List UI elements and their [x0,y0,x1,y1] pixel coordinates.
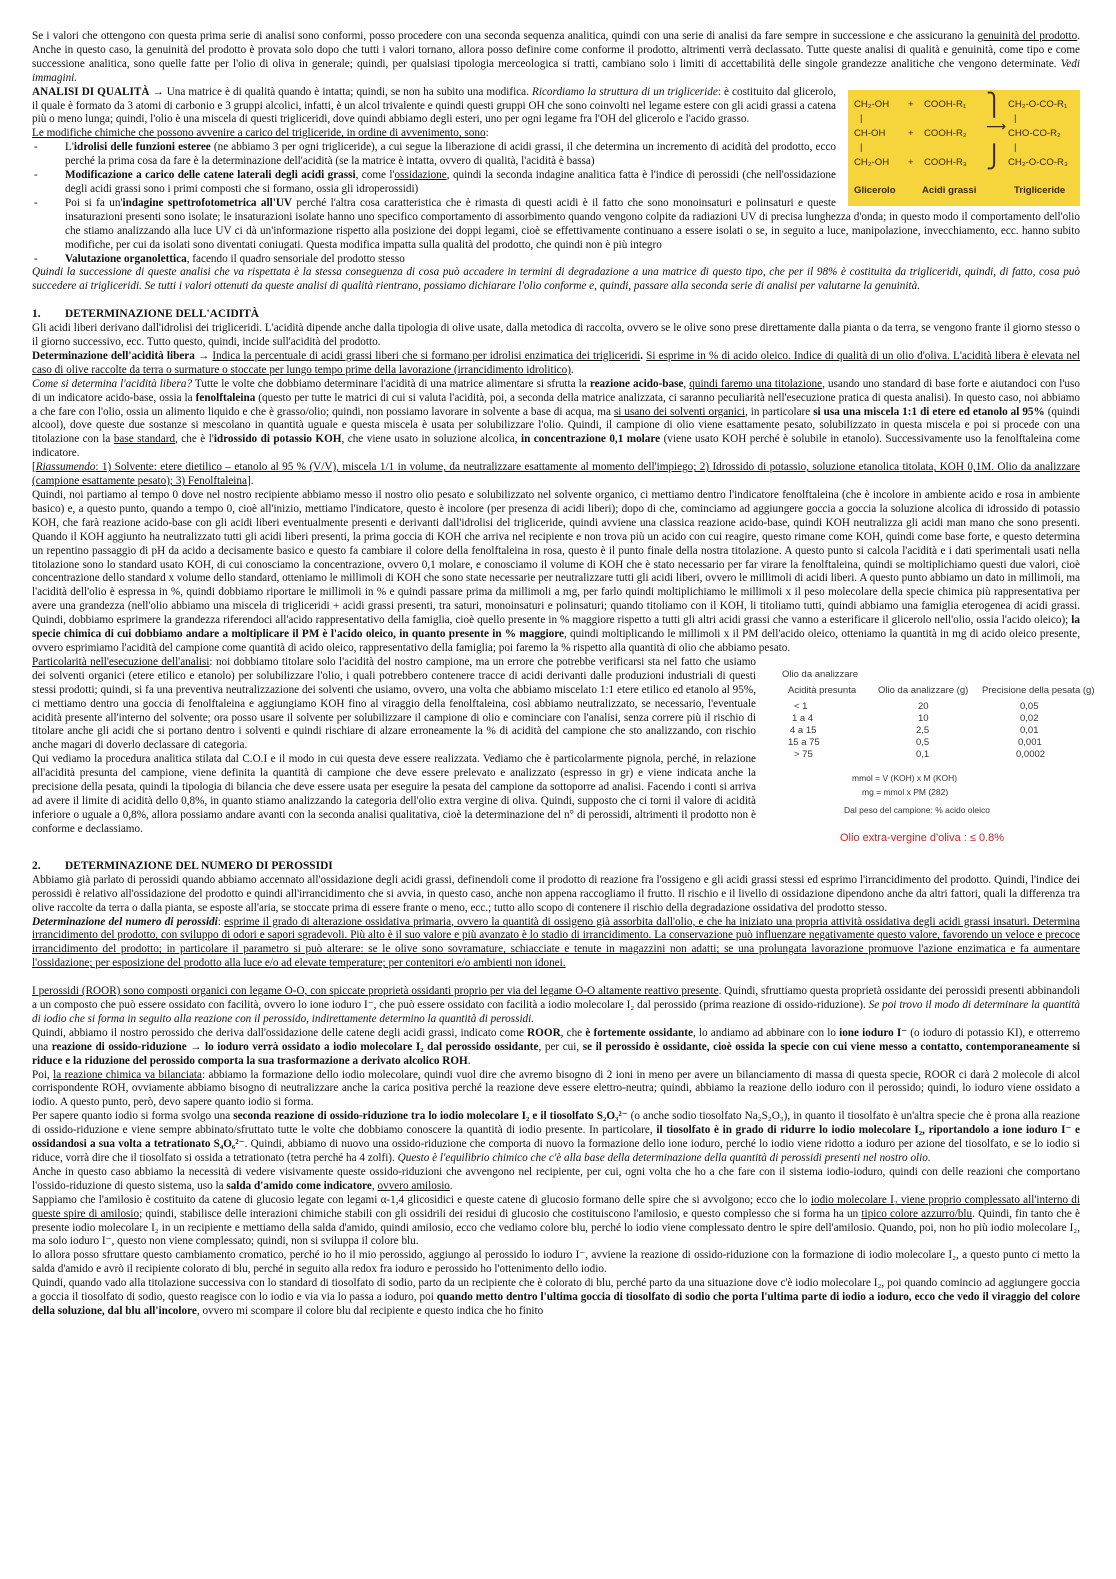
perossidi-intro: Abbiamo già parlato di perossidi quando abbiamo accennato all'ossidazione degli acidi grassi, definendoli come il prodotto di reazione fra l'ossigeno e gli acidi grassi stessi ed esprimo l'irrancidimento del prodotto. Quindi, l'indice dei perossidi è relativo all'ossidazione del prodotto e quindi all'irrancidimento che si avvia, in questo caso, anche non appena raccogliamo il frutto. Il rischio e il livello di ossidazione dipendono anche da altri fattori, quali la differenza tra olive raccolte da terra o dalla pianta, se esposte all'aria, se stoccate prima di essere frante o meno, ecc.; tutto allo scopo di contenere il rischio della degradazione ossidativa del prodotto stesso. [32,873,1080,914]
section-heading-acidita: 1. DETERMINAZIONE DELL'ACIDITÀ [32,308,259,321]
list-item: - Poi si fa un'indagine spettrofotometrica all'UV perché l'altra cosa caratteristica che è rimasta di questi acidi è il fatto che sono monoinsaturi e polinsaturi e queste insaturazioni presenti sono isolate; le insaturazioni isolate hanno uno specifico comportamento di assorbimento quando vengono colpite da radiazioni UV di precisa lunghezza d'onda; in questo modo il comportamento dell'olio che stiamo analizzando alla luce UV ci dà un'informazione rispetto alla posizione dei doppi legami, cioè se effettivamente continuano a essere isolati o se, in seguito a luce, manipolazione, invecchiamento, ecc. hanno subito modifiche, per cui da isolati sono diventati coniugati. Questa modifica impatta sulla qualità del prodotto, che quindi non è più integro [32,197,1080,253]
right-arrow-icon: → [194,349,213,362]
perossidi-roor: I perossidi (ROOR) sono composti organici con legame O-O, con spiccate proprietà ossidanti proprio per via del legame O-O altamente reattivo presente. Quindi, sfruttiamo questa proprietà ossidante dei perossidi presenti abbinandoli a un composto che può essere ossidato con facilità, ovvero lo ione ioduro I⁻, che può essere ossidato con facilità a iodio molecolare I₂ dal perossido (prima reazione di ossido-riduzione). Se poi trovo il modo di determinare la quantità di iodio che si forma in seguito alla reazione con il perossido, indirettamente determino la quantità di perossidi. [32,985,1080,1025]
modifiche-heading: Le modifiche chimiche che possono avvenire a carico del trigliceride, in ordine di avvenimento, sono: [32,127,489,140]
riassumendo-paragraph: [Riassumendo: 1) Solvente: etere dietilico – etanolo al 95 % (V/V), miscela 1/1 in volume, da neutralizzare esattamente al momento dell'impiego; 2) Idrossido di potassio, soluzione etanolica titolata, KOH 0,1M. Olio da analizzare (campione esattamente pesato); 3) Fenolftaleina]. [32,461,1080,488]
perossidi-titolazione: Quindi, quando vado alla titolazione successiva con lo standard di tiosolfato di sodio, parto da un recipiente che è colorato di blu, perché parto da una situazione dove c'è iodio molecolare I₂, poi quando comincio ad aggiungere goccia a goccia il tiosolfato di sodio, questo reagisce con lo iodio e via via lo passa a ioduro, poi quando metto dentro l'ultima goccia di tiosolfato di sodio che porta l'ultima parte di iodio a ioduro, ecco che vedo il viraggio del colore della soluzione, dal blu all'incolore, ovvero mi scompare il colore blu dal recipiente e questo indica che ho finito [32,1277,1080,1317]
perossidi-tiosolfato: Per sapere quanto iodio si forma svolgo una seconda reazione di ossido-riduzione tra lo iodio molecolare I₂ e il tiosolfato S₂O₃²⁻ (o anche sodio tiosolfato Na₂S₂O₃), in quanto il tiosolfato è un'altra specie che è prona alla reazione di ossido-riduzione e viene sempre abbinato/sfruttato tutte le volte che dobbiamo conoscere la quantità di iodio presente. In particolare, il tiosolfato è in grado di ridurre lo iodio molecolare I₂, riportandolo a ione ioduro I⁻ e ossidandosi a sua volta a tetrationato S₄O₆²⁻. Quindi, abbiamo di nuovo una ossido-riduzione che comporta di nuovo la formazione dello ione ioduro, perché lo iodio viene ridotto a ioduro per azione del tiosolfato, e se lo iodio si riduce, vorrà dire che il tiosolfato si ossida a tetrationato (tetra perché ha 4 zolfi). Questo è l'equilibrio chimico che c'è alla base della determinazione della quantità di perossidi presenti nel nostro olio. [32,1110,1081,1164]
analisi-qualita-paragraph: ANALISI DI QUALITÀ → Una matrice è di qualità quando è intatta; quindi, se non ha subito una modifica. Ricordiamo la struttura di un trigliceride: è costituito dal glicerolo, il quale è formato da 3 atomi di carbonio e 3 gruppi alcolici, infatti, è un alcol trivalente e quindi questi gruppi OH che sono coinvolti nel legame estere con gli acidi grassi a catena più o meno lunga; quindi, l'olio è una miscela di questi trigliceridi, dove quindi abbiamo degli esteri, uno per ogni legame fra l'OH del glicerolo e l'acido grasso. [32,85,836,126]
list-item: - Modificazione a carico delle catene laterali degli acidi grassi, come l'ossidazione, quindi la seconda indagine analitica fatta è l'indice di perossidi (che nell'ossidazione degli acidi grassi sono i primi composti che si formano, ossia gli idroperossidi) [32,169,1080,197]
right-arrow-icon: → [152,85,164,98]
perossidi-bilanciamento: Poi, la reazione chimica va bilanciata: abbiamo la formazione dello iodio molecolare, quindi vuol dire che avremo bisogno di 2 ioni in meno per avere un bilanciamento di massa di questa specie, ROOR ci darà 2 molecole di alcol corrispondente ROH, ovviamente abbiamo bisogno di neutralizzare anche la carica positiva perché la reazione deve essere elettro-neutra; quindi, abbiamo la reazione dello ioduro con il perossido; quindi, lo ioduro viene ossidato a iodio. A questo punto, però, devo sapere quanto iodio si forma. [32,1068,1080,1109]
acidita-definition: Determinazione dell'acidità libera → Indica la percentuale di acidi grassi liberi che si formano per idrolisi enzimatica dei trigliceridi. Si esprime in % di acido oleico. Indice di qualità di un olio d'oliva. L'acidità libera è elevata nel caso di olive raccolte da terra o surmature o stoccate per lungo tempo prime della lavorazione (irrancidimento idrolitico). [32,349,1081,376]
perossidi-definition: Determinazione del numero di perossidi: esprime il grado di alterazione ossidativa primaria, ovvero la quantità di ossigeno già assorbita dall'olio, e che ha iniziato una propria attività ossidativa degli acidi grassi insaturi. Determina irrancidimento del prodotto, con sviluppo di odori e sapori sgradevoli. Più alto è il suo valore e più avanzato è lo stadio di irrancidimento. La conservazione può influenzare negativamente questo valore, favorendo un veloce e precoce irrancidimento del prodotto; in particolare il parametro si può alterare: se le olive sono sovramature, schiacciate e tenute in magazzini non adatti; se una prolungata lavorazione promuove l'azione enzimatica e fa aumentare l'ossidazione; per esposizione del prodotto alla luce e/o ad elevate temperature; per contenitori e/o ambienti non idonei. [32,915,1081,970]
conclusion-paragraph: Quindi la successione di queste analisi che va rispettata è la stessa conseguenza di cosa può accadere in termini di degradazione a una matrice di questo tipo, che per il 98% è costituita da trigliceridi, quindi, di fatto, cosa può succedere ai trigliceridi. Se tutti i valori ottenuti da queste analisi di qualità rientrano, possiamo dichiarare l'olio conforme e, quindi, passare alla seconda serie di analisi per valutarne la genuinità. [32,266,1080,293]
perossidi-amido: Anche in questo caso abbiamo la necessità di vedere visivamente queste ossido-riduzioni che avvengono nel recipiente, per cui, ogni volta che ho a che fare con il sistema iodio-ioduro, quindi con delle reazioni che comportano l'ossido-riduzione di questo sistema, uso la salda d'amido come indicatore, ovvero amilosio. [32,1165,1080,1192]
perossidi-cromatico: Io allora posso sfruttare questo cambiamento cromatico, perché io ho il mio perossido, aggiungo al perossido lo ioduro I⁻, avviene la reazione di ossido-riduzione con la formazione di iodio molecolare I₂, a questo punto ci metto la salda d'amido e avrò il recipiente colorato di blu, perché in seguito alla redox fra ioduro e perossido ho l'ottenimento dello iodio. [32,1249,1080,1276]
coi-paragraph: Qui vediamo la procedura analitica stilata dal C.O.I e il modo in cui questa deve essere realizzata. Vediamo che è particolarmente pignola, perché, in relazione all'acidità presunta del campione, viene definita la quantità di campione che deve essere prelevato e analizzato (espresso in gr) e viene indicata anche la precisione della pesata, quindi la tipologia di bilancia che deve essere usata per eseguire la pesata del campione da sottoporre ad analisi. Facendo i conti si arriva ad avere il limite di acidità dello 0,8%, in quanto stiamo analizzando la categoria dell'olio extra vergine di oliva. Quindi, supposto che ci torni il valore di acidità inferiore o uguale a 0,8%, allora possiamo andare avanti con la seconda analisi qualitativa, cioè la determinazione del n° di perossidi, altrimenti il prodotto non è conforme e declassiamo. [32,753,756,835]
acidita-method: Come si determina l'acidità libera? Tutte le volte che dobbiamo determinare l'acidità di una matrice alimentare si sfrutta la reazione acido-base, quindi faremo una titolazione, usando uno standard di base forte e aiutandoci con l'uso di un indicatore acido-base, ossia la fenolftaleina (questo per tutte le matrici di cui si valuta l'acidità, poi, a seconda della matrice analizzata, ci saranno peculiarità nell'esecuzione pratica di questa analisi). In questo caso, noi abbiamo a che fare con l'olio, ossia un alimento liquido e che è grasso/olio; quindi, non possiamo lavorare in solvente a base di acqua, ma si usano dei solventi organici, in particolare si usa una miscela 1:1 di etere ed etanolo al 95% (quindi alcool), dove queste due sostanze si mescolano in quantità uguale e questa miscela è usata per solubilizzare l'olio. Quindi, il campione di olio viene esattamente pesato, solubilizzato in questa miscela e poi si procede con una titolazione con la base standard, che è l'idrossido di potassio KOH, che viene usato in soluzione alcolica, in concentrazione 0,1 molare (viene usato KOH perché è solubile in etanolo). Successivamente uso la fenolftaleina come indicatore. [32,377,1081,460]
particolarita-paragraph: Particolarità nell'esecuzione dell'analisi: noi dobbiamo titolare solo l'acidità del nostro campione, ma un errore che potrebbe verificarsi sta nel fatto che usiamo dei solventi organici (etere etilico e etanolo) per solubilizzare l'olio, i quali potrebbero contenere tracce di acidi derivanti dalle produzioni industriali di questi stessi prodotti; quindi, si fa una preventiva neutralizzazione dei solventi che usiamo, ovvero, una volta che abbiamo miscelato 1:1 etere etilico ed etanolo al 95%, ci mettiamo dentro una goccia di fenolftaleina e aggiungiamo KOH fino al viraggio della fenolftaleina, così abbiamo neutralizzato, se necessario, l'eventuale acidità presente all'interno del solvente; ora posso usare il solvente per solubilizzare il campione di olio e cominciare con l'analisi, senza correre più il rischio di titolare anche gli acidi che si portano dentro i solventi e quindi rischiare di alzare erroneamente la % di acidità del campione che sto analizzando, con rischio anche magari di doverlo declassare di categoria. [32,655,756,752]
list-item: - Valutazione organolettica, facendo il quadro sensoriale del prodotto stesso [32,253,1080,267]
section-heading-perossidi: 2. DETERMINAZIONE DEL NUMERO DI PEROSSIDI [32,859,333,872]
perossidi-redox: Quindi, abbiamo il nostro perossido che deriva dall'ossidazione delle catene degli acidi grassi, indicato come ROOR, che è fortemente ossidante, lo andiamo ad abbinare con lo ione ioduro I⁻ (o ioduro di potassio KI), e otterremo una reazione di ossido-riduzione → lo ioduro verrà ossidato a iodio molecolare I₂ dal perossido ossidante, per cui, se il perossido è ossidante, cioè ossida la specie con cui viene messo a contatto, contemporaneamente si riduce e la riduzione del perossido comporta la sua trasformazione a derivato alcolico ROH. [32,1026,1081,1067]
intro-paragraph: Se i valori che ottengono con questa prima serie di analisi sono conformi, posso procedere con una seconda sequenza analitica, quindi con una serie di analisi da fare sempre in successione e che assicurano la genuinità del prodotto. Anche in questo caso, la genuinità del prodotto è provata solo dopo che tutti i valori tornano, allora posso definire come conforme il prodotto, altrimenti verrà declassato. Tutte queste analisi di qualità e genuinità, come tipo e come successione analitica, sono quelle fatte per l'olio di oliva in generale; quindi, per qualsiasi tipologia merceologica si tratti, cambiano solo i limiti di accettabilità delle singole grandezze analitiche che vengono determinate. Vedi immagini. [32,30,1080,84]
list-item: - L'idrolisi delle funzioni esteree (ne abbiamo 3 per ogni trigliceride), a cui segue la liberazione di acidi grassi, il che determina un incremento di acidità del prodotto, ecco perché la prima cosa da fare è la determinazione dell'acidità (se la matrice è intatta, ovvero di qualità, l'acidità è bassa) [32,141,1080,169]
acidita-intro: Gli acidi liberi derivano dall'idrolisi dei trigliceridi. L'acidità dipende anche dalla tipologia di olive usate, dalla metodica di raccolta, ovvero se le olive sono prese direttamente dalla pianta o da terra, se vengono frante il giorno stesso o il giorno successivo, ecc. Tutto questo, quindi, incide sull'acidità del prodotto. [32,322,1080,349]
triglyceride-formula-image: CH₂-OH CH-OH CH₂-OH | | + + + COOH-R₁ COOH-R₂ COOH-R₃ ⎫ ⟶ ⎭ CH₂-O-CO-R₁ CHO-CO-R₂ CH₂-O-CO-R₃ | | Glicerolo Acidi grassi Trigliceride [848,90,1080,206]
titolazione-paragraph: Quindi, noi partiamo al tempo 0 dove nel nostro recipiente abbiamo messo il nostro olio pesato e solubilizzato nel solvente organico, ci mettiamo dentro l'indicatore fenolftaleina (che è incolore in ambiente acido e rosa in ambiente basico) e, a questo punto, quando a tempo 0, cioè all'inizio, mettiamo l'indicatore, questo è incolore (per presenza di acidi liberi); dopo di che, cominciamo ad aggiungere goccia a goccia la soluzione alcolica di idrossido di potassio KOH, che farà reazione acido-base con gli acidi liberi eventualmente presenti e derivanti dall'idrolisi del trigliceride, quindi avviene una classica reazione acido-base, quindi KOH neutralizza gli acidi man mano che sono presenti. Quando il KOH aggiunto ha neutralizzato tutti gli acidi liberi presenti, la prima goccia di KOH che arriva nel recipiente e non trova più un acido con cui reagire, questo rimane come KOH, quindi come base forte, e questo determina un repentino passaggio di pH da acido a decisamente basico e questo fa cambiare il colore della fenolftaleina in rosa, questo è il punto finale della nostra titolazione. A questo punto si calcola l'acidità e i dati sperimentali usati nella titolazione sono lo standard usato KOH, di cui conosciamo la concentrazione, ovvero 0,1 molare, e conosciamo il volume di KOH che è stato necessario per far virare la fenolftaleina, quindi se moltiplichiamo questi due valori, cioè concentrazione dello standard x volume dello standard, otteniamo le millimoli di KOH che sono state necessarie per neutralizzare tutti gli acidi liberi, ovvero le millimoli di acidi liberi. A questo punto abbiamo un dato in millimoli, ma l'acidità dell'olio è espressa in %, quindi dobbiamo riportare le millimoli in % e quindi passare prima da millimoli a mg, per farlo quindi moltiplichiamo le millimoli x il peso molecolare della specie chimica più rappresentativa per avere una grandezza (nell'olio abbiamo una miscela di trigliceridi + acidi grassi presenti, tra saturi, monoinsaturi e polinsaturi; quando titoliamo con il KOH, li titoliamo tutti, quindi abbiamo una famiglia eterogenea di acidi grassi. Quindi, dobbiamo esprimere la grandezza riferendoci all'acido rappresentativo della famiglia, cioè quello presente in % maggiore rispetto a tutti gli altri acidi grassi che vanno a esterificare il glicerolo nell'olio, ossia l'acido oleico); la specie chimica di cui dobbiamo andare a moltiplicare il PM è l'acido oleico, in quanto presente in % maggiore, quindi moltiplicando le millimoli x il PM dell'acido oleico, otteniamo la quantità in mg di acido oleico presente, ovvero esprimiamo l'acidità del campione come quantità di acido oleico, rappresentativo della famiglia; poi faremo la % rispetto alla quantità di olio che abbiamo pesato. [32,489,1080,654]
perossidi-amilosio: Sappiamo che l'amilosio è costituito da catene di glucosio legate con legami α-1,4 glicosidici e queste catene di glucosio formano delle spire che si avvolgono; ecco che lo iodio molecolare I₂ viene proprio complessato all'interno di queste spire di amilosio; quindi, stabilisce delle interazioni chimiche stabili con gli ossidrili dei residui di glucosio che costituiscono l'amilosio, e questo complesso che si forma ha un tipico colore azzurro/blu. Quindi, fin tanto che è presente iodio molecolare I₂ in un recipiente e mettiamo della salda d'amido, quindi amilosio, ecco che vediamo colore blu, perché lo iodio viene complessato dentro le spire dell'amilosio. Quando, poi, non ho più iodio molecolare I₂, ma solo ioduro I⁻, questo non viene complessato; quindi, non si sviluppa il colore blu. [32,1193,1081,1248]
coi-table-image: Olio da analizzare Acidità presunta Olio da analizzare (g) Precisione della pesata (g) < 1 20 0,05 1 a 4 10 0,02 4 a 15 2,5 0,01 15 a 75 0,5 0,001 > 75 0,1 0,0002 mmol = V (KOH) x M (KOH) mg = mmol x PM (282) Dal peso del campione: % acido oleico Olio extra-vergine d'oliva : ≤ 0.8% [782,668,1095,844]
document-page [32,30,1095,1319]
